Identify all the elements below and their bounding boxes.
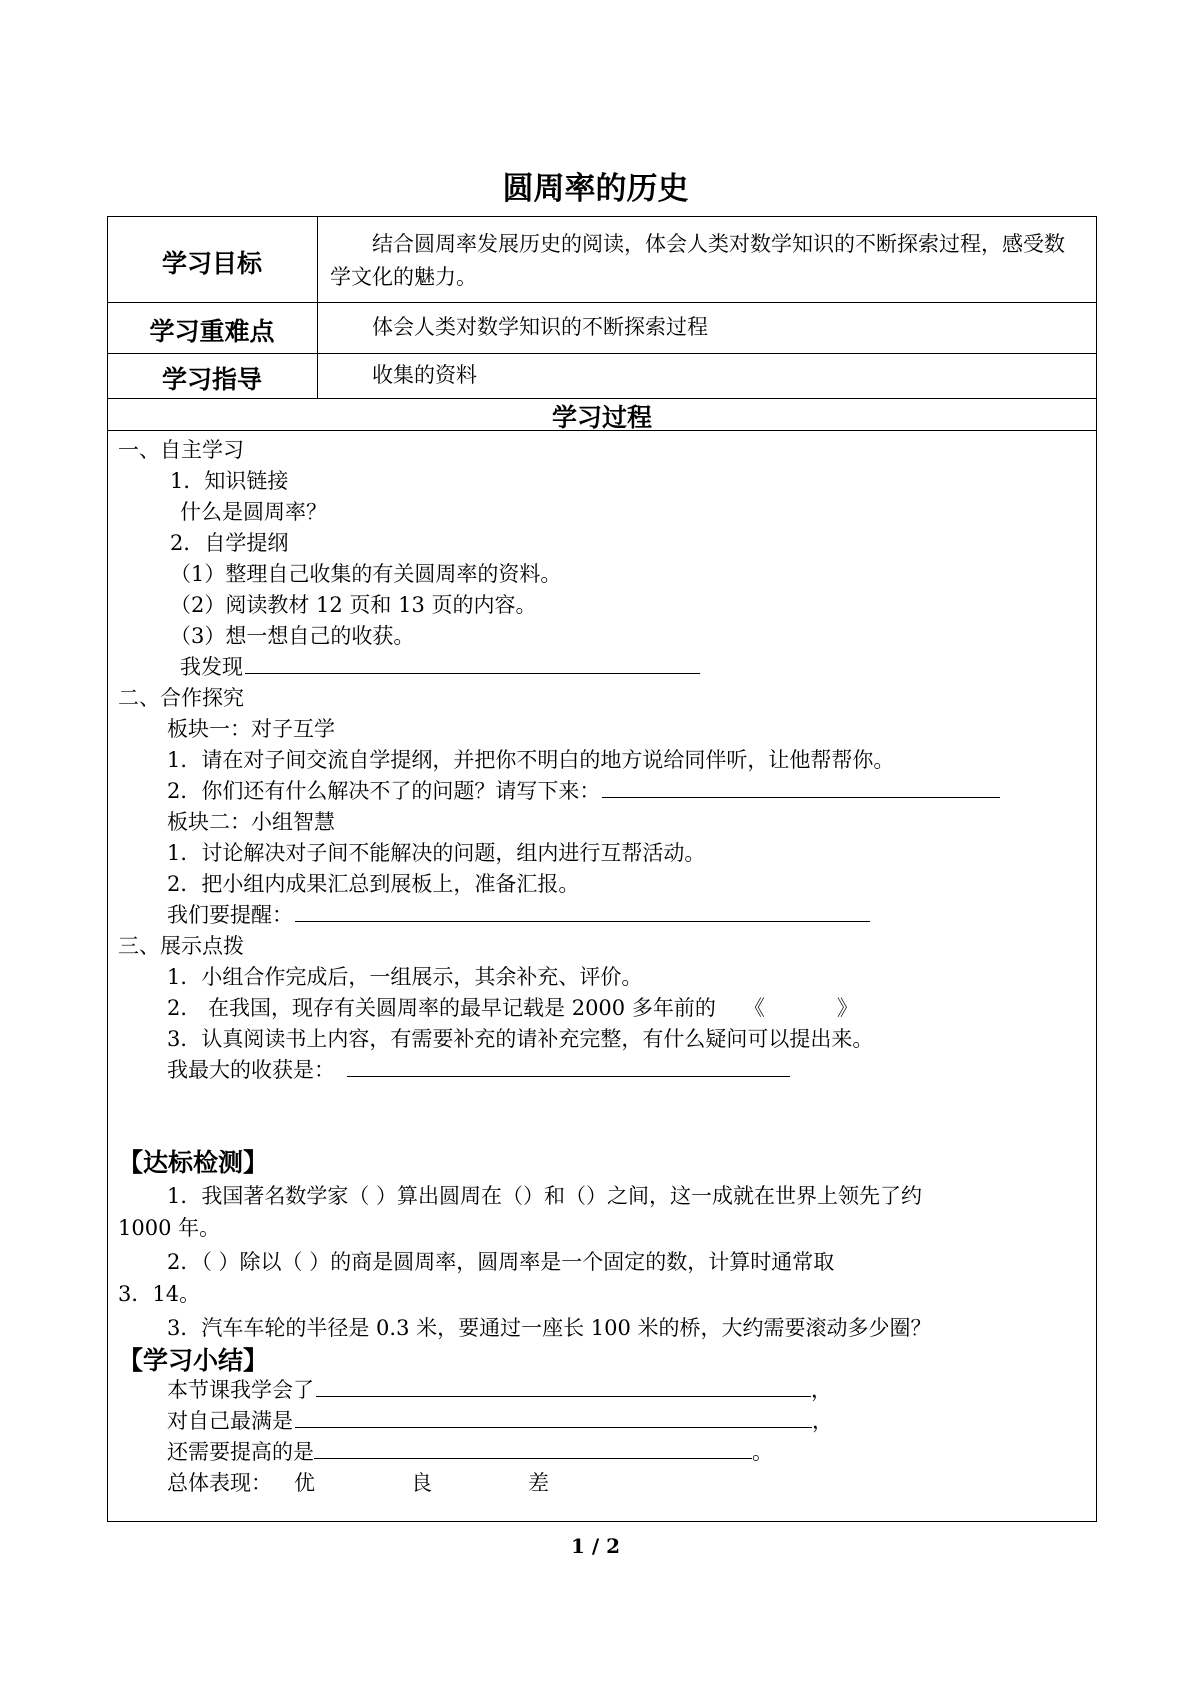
block2-item: 2．把小组内成果汇总到展板上，准备汇报。 — [167, 872, 580, 896]
answer-blank[interactable] — [295, 1407, 812, 1428]
learned-line — [167, 1374, 832, 1404]
key-text: 体会人类对数学知识的不断探索过程 — [372, 315, 708, 339]
gain-label: 我最大的收获是： — [167, 1058, 335, 1082]
answer-blank[interactable] — [347, 1056, 790, 1077]
outline-item: （1）整理自己收集的有关圆周率的资料。 — [170, 562, 562, 586]
book-close-mark: 》 — [836, 996, 858, 1020]
show-heading: 三、展示点拨 — [118, 934, 244, 958]
overall-label: 总体表现： — [167, 1471, 272, 1495]
show-item: 2． 在我国，现存有关圆周率的最早记载是 2000 多年前的 — [167, 996, 716, 1020]
improve-label: 还需要提高的是 — [167, 1440, 314, 1464]
rating-option[interactable]: 优 — [294, 1471, 315, 1495]
test-q1-line2: 1000 年。 — [118, 1216, 221, 1240]
cooperate-heading: 二、合作探究 — [118, 686, 244, 710]
rating-option[interactable]: 差 — [528, 1471, 549, 1495]
rating-option[interactable]: 良 — [411, 1471, 432, 1495]
guide-label: 学习指导 — [161, 365, 262, 394]
improve-line — [167, 1436, 773, 1466]
discover-line — [180, 651, 700, 681]
goal-label: 学习目标 — [161, 249, 262, 278]
answer-blank[interactable] — [295, 901, 870, 922]
remind-label: 我们要提醒： — [167, 903, 293, 927]
period: 。 — [752, 1440, 773, 1464]
column-divider — [317, 216, 318, 398]
satisfied-line — [167, 1405, 833, 1435]
page-number: 1 / 2 — [570, 1534, 621, 1558]
goal-text: 结合圆周率发展历史的阅读，体会人类对数学知识的不断探索过程，感受数学文化的魅力。 — [330, 232, 1065, 289]
answer-blank[interactable] — [602, 777, 1000, 798]
show-item-book — [167, 992, 858, 1022]
overall-line — [167, 1467, 549, 1497]
test-heading: 【达标检测】 — [118, 1148, 269, 1177]
link-question: 什么是圆周率？ — [180, 500, 327, 524]
outline-item: （2）阅读教材 12 页和 13 页的内容。 — [170, 593, 537, 617]
process-label: 学习过程 — [551, 403, 652, 432]
summary-heading: 【学习小结】 — [118, 1346, 269, 1375]
answer-blank[interactable] — [245, 653, 700, 674]
self-study-heading: 一、自主学习 — [118, 438, 244, 462]
show-item: 3．认真阅读书上内容，有需要补充的请补充完整，有什么疑问可以提出来。 — [167, 1027, 874, 1051]
gain-line — [167, 1054, 790, 1084]
key-label: 学习重难点 — [149, 317, 275, 346]
remind-line — [167, 899, 870, 929]
block1-item-with-blank — [167, 775, 1000, 805]
block1-title: 板块一：对子互学 — [167, 717, 335, 741]
block1-item: 2．你们还有什么解决不了的问题？请写下来： — [167, 779, 601, 803]
block1-item: 1．请在对子间交流自学提纲，并把你不明白的地方说给同伴听，让他帮帮你。 — [167, 748, 895, 772]
comma: ， — [812, 1409, 833, 1433]
test-q3: 3．汽车车轮的半径是 0.3 米，要通过一座长 100 米的桥，大约需要滚动多少圈？ — [167, 1316, 932, 1340]
block2-title: 板块二：小组智慧 — [167, 810, 335, 834]
comma: ， — [811, 1378, 832, 1402]
test-q2-line1: 2．（ ）除以（ ）的商是圆周率，圆周率是一个固定的数，计算时通常取 — [167, 1250, 835, 1274]
satisfied-label: 对自己最满是 — [167, 1409, 293, 1433]
row-divider — [107, 302, 1097, 303]
test-q2-line2: 3．14。 — [118, 1282, 201, 1306]
learned-label: 本节课我学会了 — [167, 1378, 314, 1402]
page-title: 圆周率的历史 — [502, 171, 689, 207]
book-open-mark: 《 — [743, 996, 765, 1020]
guide-text: 收集的资料 — [372, 363, 477, 387]
answer-blank[interactable] — [314, 1446, 752, 1459]
answer-blank[interactable] — [316, 1376, 811, 1397]
test-q1-line1: 1．我国著名数学家（ ）算出圆周在（）和（）之间，这一成就在世界上领先了约 — [167, 1184, 923, 1208]
outline-title: 2．自学提纲 — [170, 531, 289, 555]
link-title: 1．知识链接 — [170, 469, 289, 493]
discover-label: 我发现 — [180, 655, 243, 679]
row-divider — [107, 353, 1097, 354]
show-item: 1．小组合作完成后，一组展示，其余补充、评价。 — [167, 965, 643, 989]
outline-item: （3）想一想自己的收获。 — [170, 624, 415, 648]
block2-item: 1．讨论解决对子间不能解决的问题，组内进行互帮活动。 — [167, 841, 706, 865]
